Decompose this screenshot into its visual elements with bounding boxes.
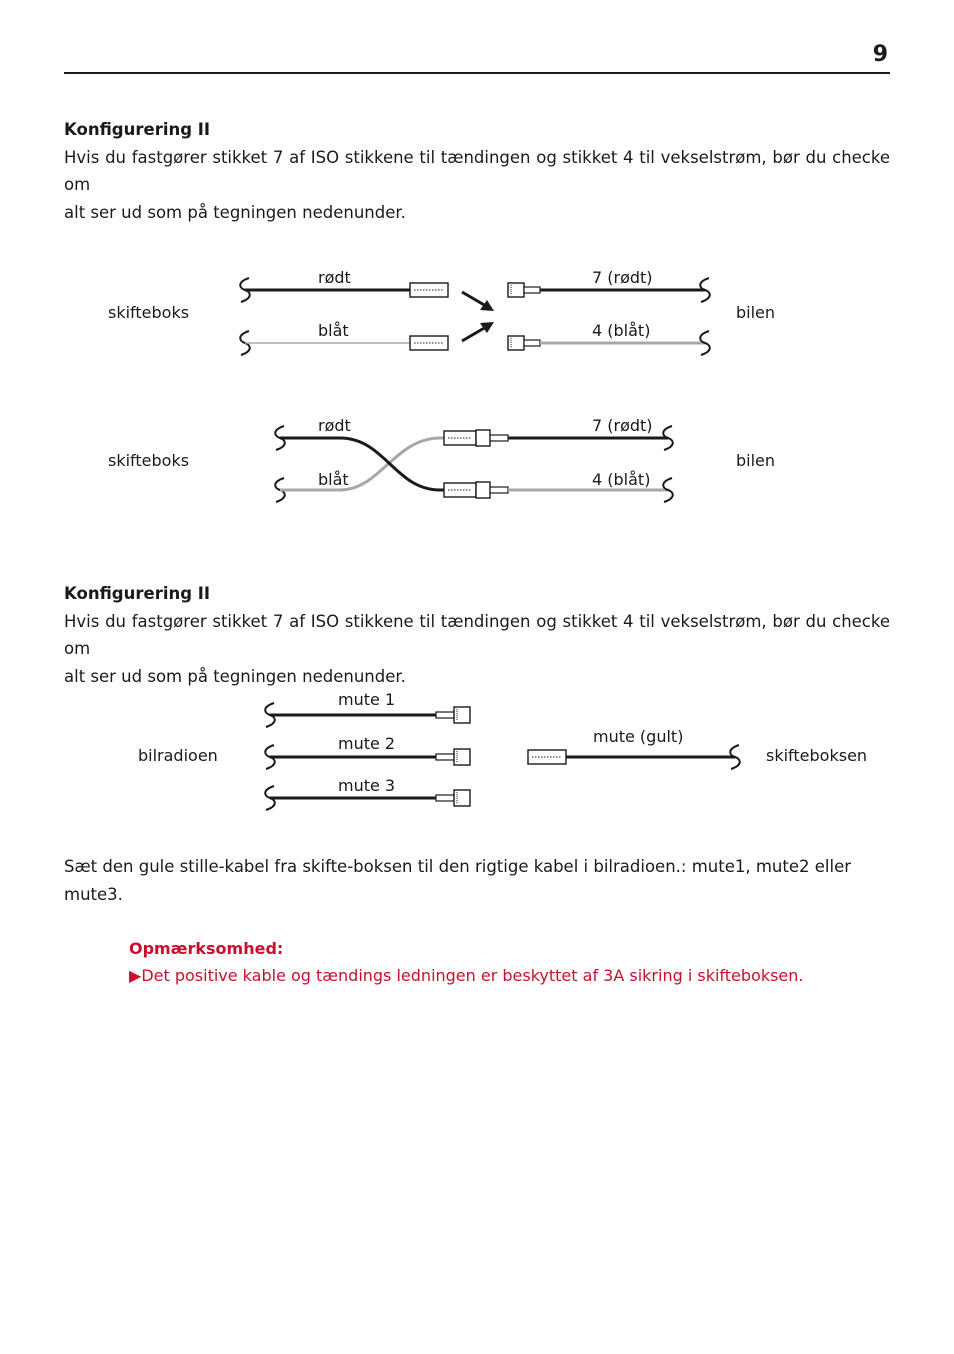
mute-label: mute (gult) [593,727,684,746]
page-number: 9 [872,42,888,67]
pin-label-4: 4 (blåt) [592,470,651,489]
male-connector [508,336,540,350]
wire-label-red: rødt [318,268,351,287]
note-title: Opmærksomhed: [129,939,284,958]
note-text: Det positive kable og tændings ledningen er beskyttet af 3A sikring i skifteboksen. [141,966,804,985]
mated-connector [444,430,508,446]
arrow-icon [480,300,494,311]
red-wire [280,438,444,490]
section-heading: Konfigurering II [64,120,211,139]
mute-label: mute 3 [338,776,396,795]
mute-wiring-diagram [0,660,954,830]
body-line: Hvis du fastgører stikket 7 af ISO stikkene til tændingen og stikket 4 til vekselstrøm, bør du checke om [64,611,890,658]
diagram-right-label: skifteboksen [766,746,868,765]
diagram-left-label: skifteboks [108,451,190,470]
body-line: mute3. [64,884,123,904]
mated-connector [444,482,508,498]
pin-label-7: 7 (rødt) [592,416,653,435]
male-connector [436,749,470,765]
female-connector [528,750,566,764]
female-connector [410,336,448,350]
body-line: Hvis du fastgører stikket 7 af ISO stikkene til tændingen og stikket 4 til vekselstrøm, bør du checke om [64,147,890,194]
instruction [64,853,890,908]
body-line: Sæt den gule stille-kabel fra skifte-boksen til den rigtige kabel i bilradioen.: mute1, mute2 eller [64,857,852,876]
body-line: alt ser ud som på tegningen nedenunder. [64,666,406,686]
male-connector [508,283,540,297]
male-connector [436,790,470,806]
attention-note [129,935,889,989]
body-line: alt ser ud som på tegningen nedenunder. [64,202,406,222]
blue-wire [280,438,444,490]
pin-label-4: 4 (blåt) [592,321,651,340]
note-body [129,962,889,989]
mute-label: mute 1 [338,690,396,709]
wire-label-blue: blåt [318,470,349,489]
arrow-icon [462,327,486,341]
section-heading: Konfigurering II [64,584,211,603]
wire-label-blue: blåt [318,321,349,340]
arrow-icon [462,292,486,306]
diagram-left-label: skifteboks [108,303,190,322]
diagram-right-label: bilen [736,303,776,322]
female-connector [410,283,448,297]
instruction-text [64,853,890,908]
diagram-split-connectors [108,268,775,355]
male-connector [436,707,470,723]
diagram-left-label: bilradioen [138,746,218,765]
wire-label-red: rødt [318,416,351,435]
diagram-right-label: bilen [736,451,776,470]
diagram-crossed-connection [108,416,775,502]
mute-label: mute 2 [338,734,396,753]
arrow-icon [480,322,494,333]
triangle-right-icon: ▶ [129,966,142,985]
pin-label-7: 7 (rødt) [592,268,653,287]
